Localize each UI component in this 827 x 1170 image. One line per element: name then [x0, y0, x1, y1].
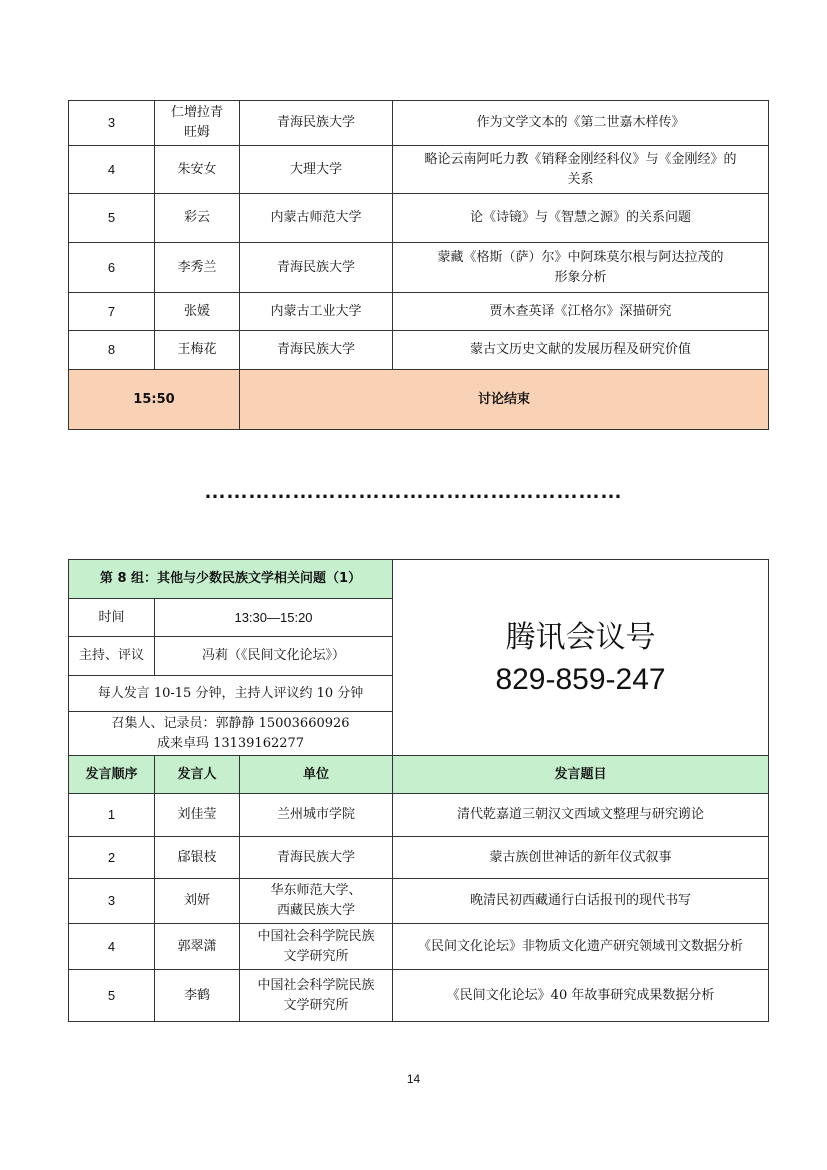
header-unit: 单位 [240, 756, 393, 794]
table-row [69, 970, 769, 1022]
topic-cell: 《民间文化论坛》40 年故事研究成果数据分析 [393, 970, 769, 1022]
header-order: 发言顺序 [69, 756, 155, 794]
unit-cell: 大理大学 [240, 146, 393, 194]
host-label: 主持、评议 [69, 637, 155, 676]
schedule-table-previous-group [68, 100, 769, 430]
order-cell: 5 [69, 970, 155, 1022]
speaker-cell: 王梅花 [155, 331, 240, 370]
speaker-cell: 张媛 [155, 293, 240, 331]
header-topic: 发言题目 [393, 756, 769, 794]
header-row [69, 756, 769, 794]
order-cell: 4 [69, 924, 155, 970]
end-time-cell: 15:50 [69, 370, 240, 430]
table-row [69, 879, 769, 924]
topic-cell: 清代乾嘉道三朝汉文西域文整理与研究谫论 [393, 794, 769, 837]
speaker-cell: 朱安女 [155, 146, 240, 194]
table-row [69, 837, 769, 879]
order-cell: 6 [69, 243, 155, 293]
topic-cell: 作为文学文本的《第二世嘉木样传》 [393, 101, 769, 146]
schedule-table-group-8 [68, 559, 769, 1022]
speaker-cell: 刘佳莹 [155, 794, 240, 837]
unit-cell: 青海民族大学 [240, 331, 393, 370]
time-label: 时间 [69, 599, 155, 637]
unit-cell: 中国社会科学院民族 文学研究所 [240, 924, 393, 970]
unit-cell: 青海民族大学 [240, 837, 393, 879]
meeting-title: 腾讯会议号 [505, 619, 656, 655]
discussion-end-row [69, 370, 769, 430]
speaker-cell: 彩云 [155, 194, 240, 243]
speaker-cell: 李秀兰 [155, 243, 240, 293]
table-row [69, 146, 769, 194]
unit-cell: 内蒙古工业大学 [240, 293, 393, 331]
host-value: 冯莉（《民间文化论坛》） [155, 637, 393, 676]
table-row [69, 293, 769, 331]
unit-cell: 内蒙古师范大学 [240, 194, 393, 243]
table-row [69, 331, 769, 370]
unit-cell: 兰州城市学院 [240, 794, 393, 837]
order-cell: 3 [69, 879, 155, 924]
order-cell: 1 [69, 794, 155, 837]
convener-info: 召集人、记录员：郭静静 15003660926 成来卓玛 13139162277 [69, 712, 393, 756]
speaker-cell: 郈银枝 [155, 837, 240, 879]
time-value: 13:30—15:20 [155, 599, 393, 637]
speaker-cell: 刘妍 [155, 879, 240, 924]
unit-cell: 青海民族大学 [240, 101, 393, 146]
topic-cell: 论《诗镜》与《智慧之源》的关系问题 [393, 194, 769, 243]
unit-cell: 中国社会科学院民族 文学研究所 [240, 970, 393, 1022]
order-cell: 8 [69, 331, 155, 370]
group-title: 第 8 组：其他与少数民族文学相关问题（1） [69, 560, 393, 599]
end-label-cell: 讨论结束 [240, 370, 769, 430]
table-row [69, 243, 769, 293]
order-cell: 2 [69, 837, 155, 879]
table-row [69, 194, 769, 243]
topic-cell: 蒙古文历史文献的发展历程及研究价值 [393, 331, 769, 370]
meeting-info-cell [393, 560, 769, 756]
topic-cell: 晚清民初西藏通行白话报刊的现代书写 [393, 879, 769, 924]
topic-cell: 蒙藏《格斯（萨）尔》中阿珠莫尔根与阿达拉茂的 形象分析 [393, 243, 769, 293]
group-title-row [69, 560, 769, 599]
meeting-id: 829-859-247 [495, 662, 666, 696]
table-row [69, 794, 769, 837]
unit-cell: 华东师范大学、 西藏民族大学 [240, 879, 393, 924]
speaker-cell: 仁增拉青 旺姆 [155, 101, 240, 146]
speaking-rule: 每人发言 10-15 分钟，主持人评议约 10 分钟 [69, 676, 393, 712]
order-cell: 7 [69, 293, 155, 331]
table-row [69, 924, 769, 970]
topic-cell: 贾木查英译《江格尔》深描研究 [393, 293, 769, 331]
page-number: 14 [406, 1072, 421, 1086]
section-separator: ………………………………………………… [204, 478, 622, 503]
topic-cell: 蒙古族创世神话的新年仪式叙事 [393, 837, 769, 879]
speaker-cell: 李鹤 [155, 970, 240, 1022]
header-speaker: 发言人 [155, 756, 240, 794]
speaker-cell: 郭翠潇 [155, 924, 240, 970]
unit-cell: 青海民族大学 [240, 243, 393, 293]
order-cell: 5 [69, 194, 155, 243]
topic-cell: 《民间文化论坛》非物质文化遗产研究领域刊文数据分析 [393, 924, 769, 970]
order-cell: 3 [69, 101, 155, 146]
order-cell: 4 [69, 146, 155, 194]
table-row [69, 101, 769, 146]
topic-cell: 略论云南阿吒力教《销释金刚经科仪》与《金刚经》的 关系 [393, 146, 769, 194]
